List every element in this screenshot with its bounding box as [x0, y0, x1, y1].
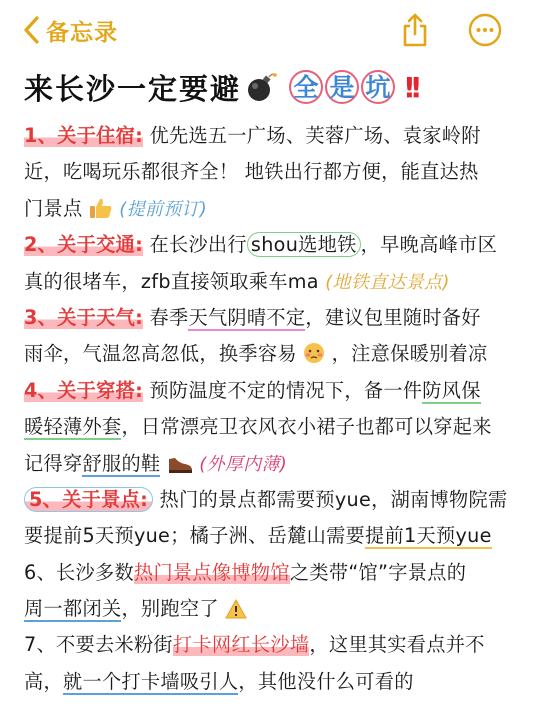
body-text: 预防温度不定的情况下，备一件 [149, 378, 423, 402]
hand-char: 是 [325, 70, 359, 104]
section-label: 1、关于住宿: [24, 124, 144, 147]
section-label: 5、关于景点: [24, 487, 153, 512]
body-text: 近，吃喝玩乐都很齐全！ 地铁出行都方便，能直达热 [24, 160, 479, 184]
handwritten-note: (外厚内薄) [199, 453, 288, 475]
body-text: 在长沙出行 [149, 233, 247, 257]
note-title [24, 62, 417, 112]
body-text: ，早晚高峰市区 [360, 233, 498, 257]
underlined-text: 就一个打卡墙吸引人 [62, 669, 239, 693]
body-line [24, 409, 520, 445]
body-text: 优先选五一广场、芙蓉广场、袁家岭附 [149, 124, 481, 147]
sick-face-emoji [303, 342, 325, 364]
body-line [24, 518, 520, 554]
body-text: 要提前5天预yue；橘子洲、岳麓山需要 [24, 524, 366, 548]
hand-char: 全 [289, 70, 323, 104]
thumbs-up-emoji [89, 197, 113, 219]
body-text: ，别跑空了 [121, 597, 219, 621]
handwritten-note: (地铁直达景点) [325, 271, 450, 293]
circled-text: shou选地铁 [247, 232, 361, 257]
body-text: ，这里其实看点并不 [309, 633, 485, 657]
back-label: 备忘录 [46, 19, 118, 46]
underlined-text: 周一都闭关 [24, 597, 122, 621]
section-label: 4、关于穿搭: [24, 378, 144, 402]
body-line [24, 664, 520, 700]
underlined-text: 暖轻薄外套 [24, 415, 122, 439]
body-text: 7、不要去米粉街 [24, 633, 173, 657]
body-line [24, 373, 520, 409]
body-text: 6、长沙多数 [24, 560, 134, 584]
hand-char: 坑 [361, 70, 395, 104]
highlighted-text: 打卡网红长沙墙 [172, 633, 310, 657]
underlined-text: 提前1天预yue [365, 524, 492, 548]
body-text: ，日常漂亮卫衣风衣小裙子也都可以穿起来 [121, 415, 492, 439]
underlined-text: 天气阴晴不定 [188, 305, 306, 329]
body-line [24, 336, 520, 372]
body-text: ，其他没什么可看的 [238, 669, 414, 693]
body-line [24, 555, 520, 591]
body-text: 热门的景点都需要预yue，湖南博物院需 [159, 487, 508, 511]
body-text: 雨伞，气温忽高忽低，换季容易 [24, 342, 297, 366]
body-text: 之类带“馆”字景点的 [289, 560, 467, 584]
body-line [24, 264, 520, 300]
body-line [24, 118, 520, 154]
body-line [24, 154, 520, 190]
warning-emoji [225, 599, 247, 619]
body-line [24, 191, 520, 227]
share-icon[interactable] [400, 12, 430, 48]
body-line [24, 482, 520, 518]
underlined-text: 舒服的鞋 [82, 451, 161, 475]
body-line [24, 227, 520, 263]
body-line [24, 446, 520, 482]
body-text: 门景点 [24, 196, 83, 220]
section-label: 3、关于天气: [24, 305, 144, 329]
exclaim-marks: !! [403, 70, 417, 104]
body-text: 春季 [149, 305, 189, 329]
more-icon[interactable] [468, 13, 502, 47]
body-text: 高， [24, 669, 63, 693]
body-text: 真的很堵车，zfb直接领取乘车ma [24, 269, 319, 293]
highlighted-text: 热门景点像博物馆 [133, 560, 290, 584]
section-label: 2、关于交通: [24, 233, 144, 257]
shoe-emoji [167, 454, 193, 474]
underlined-text: 防风保 [422, 378, 481, 402]
body-text: 记得穿 [24, 451, 83, 475]
back-button[interactable] [22, 12, 118, 48]
handwritten-note: (提前预订) [119, 198, 208, 220]
body-text: ，建议包里随时备好 [305, 305, 481, 329]
body-line [24, 300, 520, 336]
bomb-emoji [245, 71, 277, 103]
back-chevron-icon [22, 15, 42, 45]
body-line [24, 627, 520, 663]
note-body [24, 118, 520, 700]
title-text: 来长沙一定要避 [24, 71, 242, 106]
body-line [24, 591, 520, 627]
body-text: ，注意保暖别着凉 [331, 342, 488, 366]
nav-bar [0, 0, 540, 62]
hand-drawn-title [289, 70, 397, 104]
